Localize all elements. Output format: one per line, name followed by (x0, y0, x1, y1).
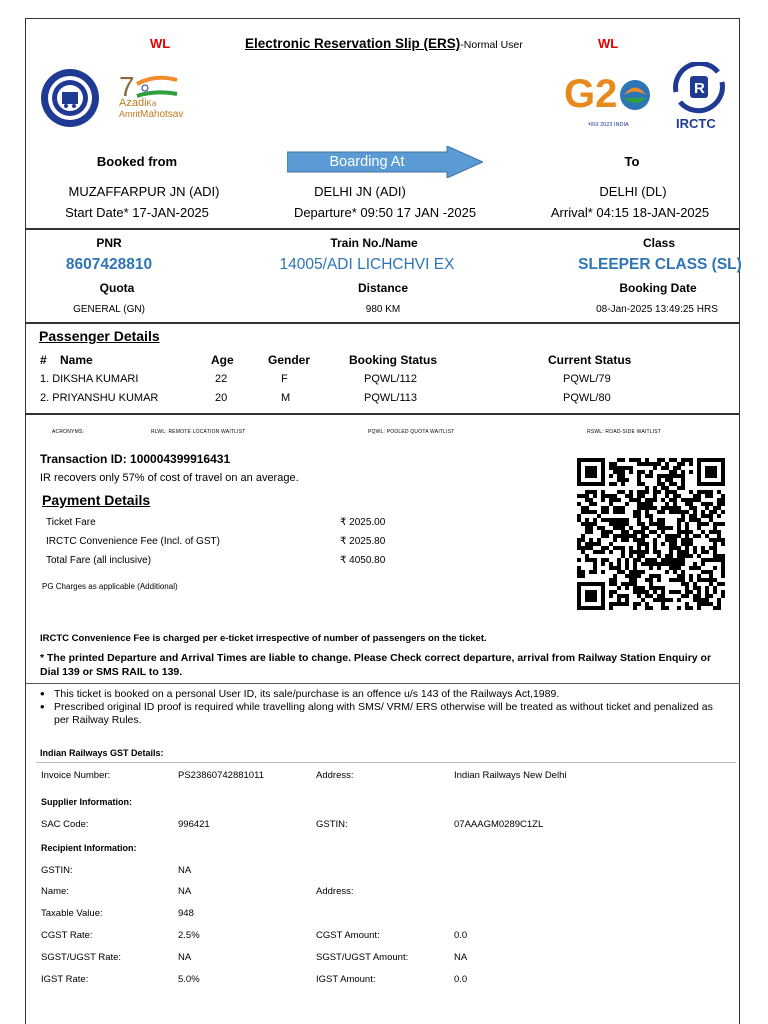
quota-value: GENERAL (GN) (73, 304, 145, 315)
payment-amount: ₹ 2025.00 (340, 517, 386, 528)
recipient-name-label: Name: (41, 886, 69, 897)
to-station: DELHI (DL) (599, 184, 667, 199)
divider (25, 683, 740, 684)
sgst-rate-value: NA (178, 952, 192, 963)
class-value: SLEEPER CLASS (SL) (578, 256, 742, 273)
times-note-line2: Dial 139 or SMS RAIL to 139. (40, 666, 183, 678)
supplier-title: Supplier Information: (41, 797, 132, 807)
invoice-label: Invoice Number: (41, 770, 111, 781)
igst-rate-value: 5.0% (178, 974, 200, 985)
terms-list (40, 688, 730, 727)
payment-label: IRCTC Convenience Fee (Incl. of GST) (46, 536, 220, 547)
recipient-name-value: NA (178, 886, 192, 897)
ka-word: Ka (146, 99, 157, 108)
terms-item: • Prescribed original ID proof is required while travelling along with SMS/ VRM/ ERS otherwise will be treated as without ticket and penalized as per Railway Rules. (40, 701, 730, 727)
qr-code (577, 458, 725, 610)
booking-date-label: Booking Date (619, 281, 697, 295)
col-header-age: Age (211, 353, 234, 367)
svg-text:7: 7 (119, 71, 135, 102)
terms-item: • This ticket is booked on a personal User ID, its sale/purchase is an offence u/s 143 of the Railways Act,1989. (40, 688, 730, 701)
amrit-word: Amrit (119, 109, 140, 119)
address-label: Address: (316, 770, 354, 781)
payment-label: Ticket Fare (46, 517, 96, 528)
payment-amount: ₹ 4050.80 (340, 555, 386, 566)
cgst-amount-label: CGST Amount: (316, 930, 380, 941)
departure-time: Departure* 09:50 17 JAN -2025 (293, 205, 477, 220)
recipient-gstin-value: NA (178, 865, 192, 876)
cgst-rate-value: 2.5% (178, 930, 200, 941)
recipient-gstin-label: GSTIN: (41, 865, 73, 876)
class-label: Class (642, 236, 676, 250)
azadi-word: Azadi (119, 97, 147, 109)
cgst-amount-value: 0.0 (454, 930, 468, 941)
wl-left-label: WL (150, 36, 171, 51)
indian-railways-logo (40, 68, 100, 128)
qr-code-icon (577, 458, 725, 610)
col-header-current-status: Current Status (548, 353, 632, 367)
irctc-logo (668, 62, 730, 136)
passenger-details-title: Passenger Details (39, 328, 160, 344)
transaction-id: Transaction ID: 100004399916431 (40, 452, 231, 466)
col-header-gender: Gender (268, 353, 311, 367)
g20-logo (562, 72, 662, 134)
recovery-note: IR recovers only 57% of cost of travel on an average. (40, 472, 299, 484)
recipient-title: Recipient Information: (41, 843, 137, 853)
to-label: To (624, 154, 640, 169)
payment-label: Total Fare (all inclusive) (46, 555, 152, 566)
ers-title: Electronic Reservation Slip (ERS) (245, 36, 461, 51)
booked-from-label: Booked from (96, 154, 178, 169)
passenger-gender: F (281, 373, 288, 385)
svg-text:R: R (694, 80, 705, 97)
passenger-booking-status: PQWL/112 (364, 373, 417, 385)
distance-value: 980 KM (365, 304, 401, 315)
train-label: Train No./Name (330, 236, 418, 250)
divider (25, 228, 740, 230)
col-header-number: # (40, 353, 47, 367)
arrival-time: Arrival* 04:15 18-JAN-2025 (550, 205, 710, 220)
divider (36, 762, 736, 763)
from-station: MUZAFFARPUR JN (ADI) (68, 184, 220, 199)
acronym-pqwl: PQWL: POOLED QUOTA WAITLIST (368, 429, 455, 435)
col-header-booking-status: Booking Status (349, 353, 438, 367)
user-type: -Normal User (460, 39, 523, 51)
invoice-value: PS23860742881011 (178, 770, 264, 781)
passenger-current-status: PQWL/80 (563, 392, 611, 404)
times-note-line1: * The printed Departure and Arrival Times are liable to change. Please Check correct departure, arrival from Railway Station Enquiry or (40, 652, 712, 664)
passenger-name: 1. DIKSHA KUMARI (40, 373, 139, 385)
passenger-age: 22 (215, 373, 228, 385)
sac-value: 996421 (178, 819, 210, 830)
convenience-fee-note: IRCTC Convenience Fee is charged per e-ticket irrespective of number of passengers on the ticket. (40, 633, 487, 644)
quota-label: Quota (99, 281, 135, 295)
passenger-current-status: PQWL/79 (563, 373, 611, 385)
sgst-rate-label: SGST/UGST Rate: (41, 952, 122, 963)
gstin-label: GSTIN: (316, 819, 348, 830)
distance-label: Distance (357, 281, 409, 295)
acronym-rlwl: RLWL: REMOTE LOCATION WAITLIST (151, 429, 246, 435)
boarding-station: DELHI JN (ADI) (314, 184, 406, 199)
taxable-label: Taxable Value: (41, 908, 103, 919)
sgst-amount-label: SGST/UGST Amount: (316, 952, 409, 963)
sgst-amount-value: NA (454, 952, 468, 963)
col-header-name: Name (60, 353, 93, 367)
sac-label: SAC Code: (41, 819, 89, 830)
passenger-age: 20 (215, 392, 228, 404)
irctc-emblem-icon (668, 62, 730, 114)
acronyms-label: ACRONYMS: (52, 429, 85, 435)
gstin-value: 07AAAGM0289C1ZL (454, 819, 544, 830)
start-date: Start Date* 17-JAN-2025 (65, 205, 209, 220)
igst-rate-label: IGST Rate: (41, 974, 89, 985)
azadi-ka-amrit-mahotsav-logo (115, 70, 205, 126)
wl-right-label: WL (598, 36, 619, 51)
booking-date-value: 08-Jan-2025 13:49:25 HRS (596, 304, 718, 315)
g20-text: G2 (564, 72, 618, 116)
passenger-name: 2. PRIYANSHU KUMAR (40, 392, 159, 404)
address-value: Indian Railways New Delhi (454, 770, 567, 781)
igst-amount-value: 0.0 (454, 974, 468, 985)
g20-globe-icon (618, 78, 652, 112)
passenger-booking-status: PQWL/113 (364, 392, 417, 404)
igst-amount-label: IGST Amount: (316, 974, 376, 985)
irctc-wordmark: IRCTC (676, 116, 716, 131)
taxable-value: 948 (178, 908, 194, 919)
divider (25, 322, 740, 324)
divider (25, 413, 740, 415)
pnr-value: 8607428810 (65, 256, 153, 273)
cgst-rate-label: CGST Rate: (41, 930, 93, 941)
gst-title: Indian Railways GST Details: (40, 748, 164, 758)
boarding-at-label: Boarding At (329, 154, 405, 170)
passenger-gender: M (281, 392, 291, 404)
payment-details-title: Payment Details (42, 492, 151, 508)
recipient-address-label: Address: (316, 886, 354, 897)
pnr-label: PNR (96, 236, 122, 250)
mahotsav-word: Mahotsav (140, 109, 184, 120)
g20-subtext: भारत 2023 INDIA (588, 122, 629, 128)
acronym-rswl: RSWL: ROAD-SIDE WAITLIST (587, 429, 662, 435)
boarding-arrow (287, 146, 483, 178)
pg-charges-note: PG Charges as applicable (Additional) (42, 582, 178, 591)
page-title (245, 36, 523, 51)
payment-amount: ₹ 2025.80 (340, 536, 386, 547)
train-value: 14005/ADI LICHCHVI EX (279, 256, 455, 273)
